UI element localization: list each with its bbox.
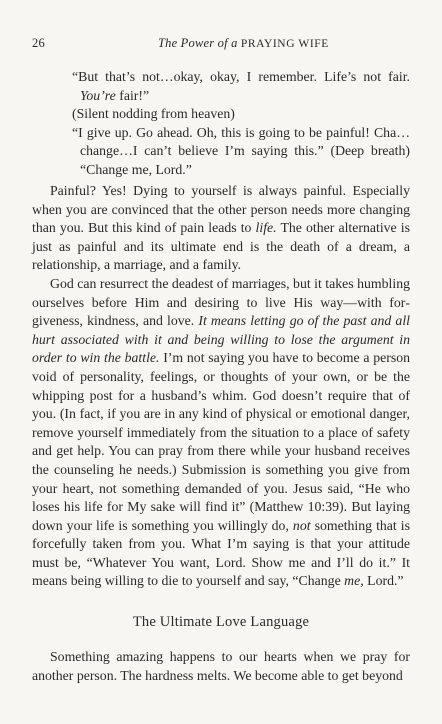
- paragraph-italic: life.: [255, 220, 277, 236]
- book-title-prefix: The Power of a: [158, 36, 241, 50]
- dialogue-line: “I give up. Go ahead. Oh, this is going to be painful! Cha…change…I can’t believe I’m saying this.” (Deep breath) “Change me, Lord.”: [72, 124, 410, 177]
- dialogue-text: “But that’s not…okay, okay, I remember. Life’s not fair.: [72, 69, 410, 84]
- paragraph-text: I’m not saying you have to become a person void of personality, feelings, or thoughts of your own, or be the whipping post for a husband’s whim. God doesn’t require that of you. (In fact, if you are in any kind of physical or emotional danger, remove yourself immediately from the situation to a place of safety and get help. You can pray from there while your husband receives the counseling he needs.) Submission is something you give from your heart, not something demanded of you. Jesus said, “He who loses his life for My sake will find it” (Matthew 10:39). But laying down your life is something you willingly do,: [32, 350, 410, 533]
- paragraph: Something amazing happens to our hearts when we pray for another person. The hardness melts. We become able to get beyond: [32, 649, 410, 683]
- section-heading: The Ultimate Love Language: [132, 614, 310, 630]
- body-text: [32, 182, 410, 591]
- paragraph-text: The other alternative is just as painful and its ultimate end is the death of a dream, a relationship, a marriage, and a family.: [32, 220, 410, 273]
- paragraph: [32, 275, 410, 591]
- paragraph-text: God can resurrect the deadest of marriages, but it takes humbling ourselves before Him and desiring to live His way—with forgiveness, kindness, and love.: [32, 275, 410, 329]
- dialogue-italic: You’re: [80, 87, 116, 103]
- dialogue-line: (Silent nodding from heaven): [72, 106, 235, 122]
- paragraph-text: Lord.”: [363, 573, 404, 589]
- paragraph-italic: me,: [344, 573, 364, 589]
- running-head: [32, 36, 410, 54]
- body-text-continued: [32, 648, 410, 685]
- dialogue-line: [72, 68, 410, 105]
- paragraph-italic: not: [292, 517, 311, 533]
- dialogue-block: [72, 68, 410, 180]
- book-title: [158, 36, 329, 51]
- paragraph-text: something that is forcefully taken from you. What I’m saying is that your attitude must be, “Whatever You want, Lord. Show me and I’ll do it.” It means being willing to die to yourself and say, “Change: [32, 517, 410, 589]
- dialogue-text: fair!”: [115, 87, 150, 103]
- paragraph: [32, 182, 410, 275]
- page-number: 26: [32, 36, 45, 50]
- book-title-caps: PRAYING WIFE: [240, 38, 329, 50]
- paragraph-italic: It means letting go of the past and all hurt associated with it and being willing to lose the argument in order to win the battle.: [32, 313, 410, 366]
- paragraph-text: Painful? Yes! Dying to yourself is always painful. Especially when you are convinced that the other person needs more changing than you. But this kind of pain leads to: [32, 183, 410, 236]
